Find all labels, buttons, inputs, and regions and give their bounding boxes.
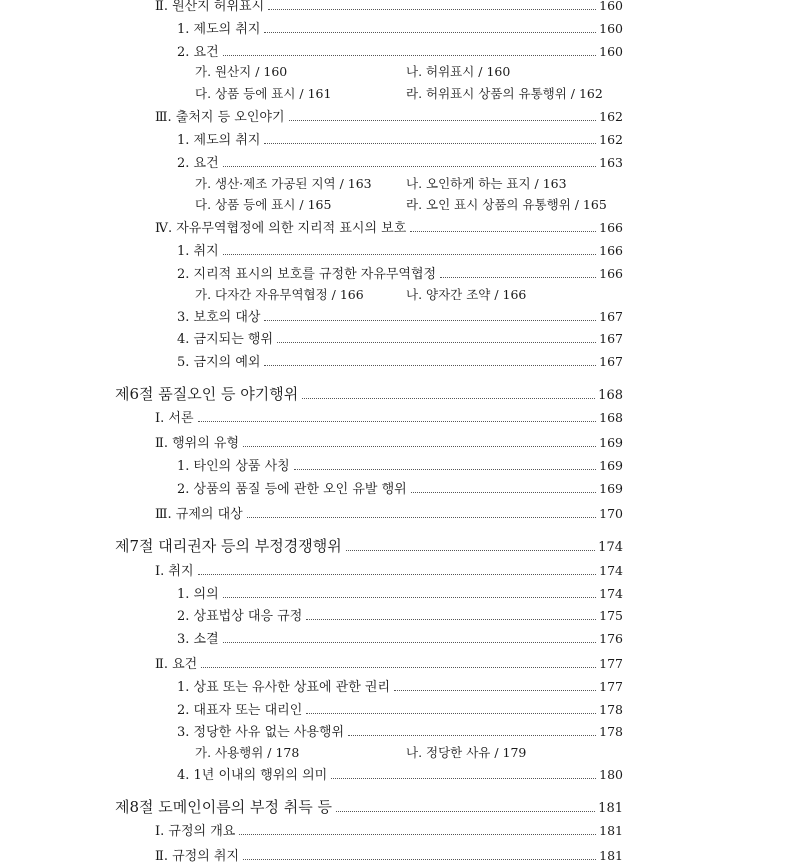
toc-subentry[interactable]: 라. 오인 표시 상품의 유통행위 / 165 <box>406 197 607 212</box>
toc-subentry[interactable]: 나. 정당한 사유 / 179 <box>406 745 527 760</box>
toc-entry-label: Ⅲ. 출처지 등 오인야기 <box>155 110 289 126</box>
toc-subentry[interactable]: 라. 허위표시 상품의 유통행위 / 162 <box>406 86 603 101</box>
toc-page-number: 166 <box>599 243 623 258</box>
dot-leader <box>239 834 596 835</box>
dot-leader <box>264 143 596 144</box>
toc-entry-numbered[interactable] <box>177 331 623 348</box>
dot-leader <box>198 421 597 422</box>
dot-leader <box>198 574 597 575</box>
toc-subentry[interactable]: 가. 생산·제조 가공된 지역 / 163 <box>195 176 372 191</box>
toc-entry-roman[interactable] <box>155 506 623 523</box>
toc-entry-numbered[interactable] <box>177 21 623 38</box>
dot-leader <box>268 9 596 10</box>
dot-leader <box>394 690 596 691</box>
toc-entry-label: 2. 상품의 품질 등에 관한 오인 유발 행위 <box>177 482 411 498</box>
dot-leader <box>289 120 597 121</box>
toc-entry-label: 제6절 품질오인 등 야기행위 <box>115 385 302 403</box>
toc-page-number: 167 <box>599 331 623 346</box>
toc-page-number: 170 <box>599 506 623 521</box>
toc-page-number: 174 <box>598 540 623 555</box>
toc-entry-label: 1. 제도의 취지 <box>177 22 264 38</box>
toc-entry-label: 2. 요건 <box>177 156 223 172</box>
toc-page-number: 166 <box>599 220 623 235</box>
toc-entry-label: 4. 금지되는 행위 <box>177 332 277 348</box>
toc-entry-label: 1. 상표 또는 유사한 상표에 관한 권리 <box>177 680 394 696</box>
toc-section-heading[interactable] <box>115 385 623 405</box>
toc-entry-numbered[interactable] <box>177 266 623 283</box>
toc-page-number: 178 <box>599 702 623 717</box>
toc-entry-label: Ⅱ. 규정의 취지 <box>155 849 243 865</box>
toc-subentry[interactable]: 가. 사용행위 / 178 <box>195 745 300 760</box>
toc-entry-roman[interactable] <box>155 563 623 580</box>
dot-leader <box>306 713 596 714</box>
toc-subentry[interactable]: 나. 오인하게 하는 표지 / 163 <box>406 176 567 191</box>
toc-entry-numbered[interactable] <box>177 132 623 149</box>
toc-page-number: 163 <box>599 155 623 170</box>
toc-page-number: 178 <box>599 724 623 739</box>
toc-entry-numbered[interactable] <box>177 458 623 475</box>
toc-subentry[interactable]: 다. 상품 등에 표시 / 165 <box>195 197 332 212</box>
toc-entry-label: 3. 정당한 사유 없는 사용행위 <box>177 725 348 741</box>
toc-page-number: 169 <box>599 435 623 450</box>
toc-entry-numbered[interactable] <box>177 354 623 371</box>
dot-leader <box>264 320 596 321</box>
toc-entry-label: Ⅱ. 행위의 유형 <box>155 436 243 452</box>
toc-subentry[interactable]: 가. 원산지 / 160 <box>195 64 288 79</box>
toc-entry-label: Ⅰ. 취지 <box>155 564 198 580</box>
dot-leader <box>223 642 596 643</box>
toc-entry-numbered[interactable] <box>177 702 623 719</box>
toc-page-number: 168 <box>598 388 623 403</box>
toc-entry-label: 5. 금지의 예외 <box>177 355 264 371</box>
toc-page-number: 160 <box>599 44 623 59</box>
dot-leader <box>348 735 596 736</box>
toc-section-heading[interactable] <box>115 798 623 818</box>
dot-leader <box>336 811 595 812</box>
toc-entry-label: Ⅰ. 서론 <box>155 411 198 427</box>
toc-page-number: 162 <box>599 109 623 124</box>
toc-entry-label: Ⅱ. 원산지 허위표시 <box>155 0 268 15</box>
toc-page-number: 181 <box>598 801 623 816</box>
dot-leader <box>440 277 596 278</box>
dot-leader <box>294 469 596 470</box>
dot-leader <box>243 446 596 447</box>
toc-entry-label: Ⅱ. 요건 <box>155 657 201 673</box>
toc-entry-label: 1. 취지 <box>177 244 223 260</box>
toc-entry-numbered[interactable] <box>177 44 623 61</box>
toc-entry-numbered[interactable] <box>177 767 623 784</box>
toc-entry-numbered[interactable] <box>177 155 623 172</box>
toc-entry-numbered[interactable] <box>177 724 623 741</box>
dot-leader <box>223 55 596 56</box>
dot-leader <box>223 254 596 255</box>
toc-page-number: 169 <box>599 458 623 473</box>
toc-entry-roman[interactable] <box>155 109 623 126</box>
dot-leader <box>306 619 596 620</box>
dot-leader <box>411 492 596 493</box>
toc-entry-label: 제8절 도메인이름의 부정 취득 등 <box>115 798 336 816</box>
toc-page-number: 169 <box>599 481 623 496</box>
toc-entry-label: 2. 상표법상 대응 규정 <box>177 609 306 625</box>
toc-entry-roman[interactable] <box>155 220 623 237</box>
dot-leader <box>331 778 596 779</box>
toc-entry-roman[interactable] <box>155 0 623 15</box>
toc-entry-label: 3. 보호의 대상 <box>177 310 264 326</box>
toc-page-number: 167 <box>599 354 623 369</box>
dot-leader <box>223 166 596 167</box>
toc-page-number: 162 <box>599 132 623 147</box>
toc-page-number: 181 <box>599 848 623 863</box>
toc-entry-roman[interactable] <box>155 435 623 452</box>
toc-subentry[interactable]: 다. 상품 등에 표시 / 161 <box>195 86 332 101</box>
toc-entry-numbered[interactable] <box>177 243 623 260</box>
toc-entry-label: 1. 타인의 상품 사칭 <box>177 459 294 475</box>
toc-entry-label: 1. 제도의 취지 <box>177 133 264 149</box>
toc-entry-label: 2. 대표자 또는 대리인 <box>177 703 306 719</box>
toc-entry-label: 제7절 대리권자 등의 부정경쟁행위 <box>115 537 346 555</box>
toc-page-number: 181 <box>599 823 623 838</box>
toc-entry-label: Ⅲ. 규제의 대상 <box>155 507 247 523</box>
toc-entry-roman[interactable] <box>155 823 623 840</box>
toc-page-number: 174 <box>599 563 623 578</box>
toc-page-number: 160 <box>599 0 623 13</box>
toc-entry-roman[interactable] <box>155 656 623 673</box>
toc-subentry[interactable]: 나. 양자간 조약 / 166 <box>406 287 527 302</box>
toc-entry-label: Ⅰ. 규정의 개요 <box>155 824 239 840</box>
toc-entry-numbered[interactable] <box>177 679 623 696</box>
dot-leader <box>223 597 596 598</box>
dot-leader <box>201 667 596 668</box>
toc-entry-numbered[interactable] <box>177 608 623 625</box>
toc-entry-label: Ⅳ. 자유무역협정에 의한 지리적 표시의 보호 <box>155 221 410 237</box>
toc-page-number: 180 <box>599 767 623 782</box>
dot-leader <box>264 32 596 33</box>
toc-entry-label: 2. 지리적 표시의 보호를 규정한 자유무역협정 <box>177 267 440 283</box>
toc-page-number: 168 <box>599 410 623 425</box>
toc-page-number: 166 <box>599 266 623 281</box>
toc-entry-numbered[interactable] <box>177 586 623 603</box>
toc-entry-roman[interactable] <box>155 848 623 865</box>
toc-subentry[interactable]: 나. 허위표시 / 160 <box>406 64 511 79</box>
toc-page-number: 176 <box>599 631 623 646</box>
toc-section-heading[interactable] <box>115 537 623 557</box>
toc-subentry[interactable]: 가. 다자간 자유무역협정 / 166 <box>195 287 364 302</box>
toc-entry-numbered[interactable] <box>177 481 623 498</box>
toc-page-number: 167 <box>599 309 623 324</box>
dot-leader <box>264 365 596 366</box>
dot-leader <box>247 517 596 518</box>
toc-page-number: 174 <box>599 586 623 601</box>
toc-entry-label: 4. 1년 이내의 행위의 의미 <box>177 768 331 784</box>
dot-leader <box>302 398 595 399</box>
toc-entry-label: 1. 의의 <box>177 587 223 603</box>
toc-entry-label: 3. 소결 <box>177 632 223 648</box>
dot-leader <box>243 859 596 860</box>
toc-entry-numbered[interactable] <box>177 631 623 648</box>
toc-page-number: 160 <box>599 21 623 36</box>
toc-entry-roman[interactable] <box>155 410 623 427</box>
toc-entry-label: 2. 요건 <box>177 45 223 61</box>
toc-entry-numbered[interactable] <box>177 309 623 326</box>
toc-page-number: 175 <box>599 608 623 623</box>
dot-leader <box>277 342 596 343</box>
dot-leader <box>346 550 595 551</box>
dot-leader <box>410 231 596 232</box>
toc-page-number: 177 <box>599 679 623 694</box>
toc-page-number: 177 <box>599 656 623 671</box>
